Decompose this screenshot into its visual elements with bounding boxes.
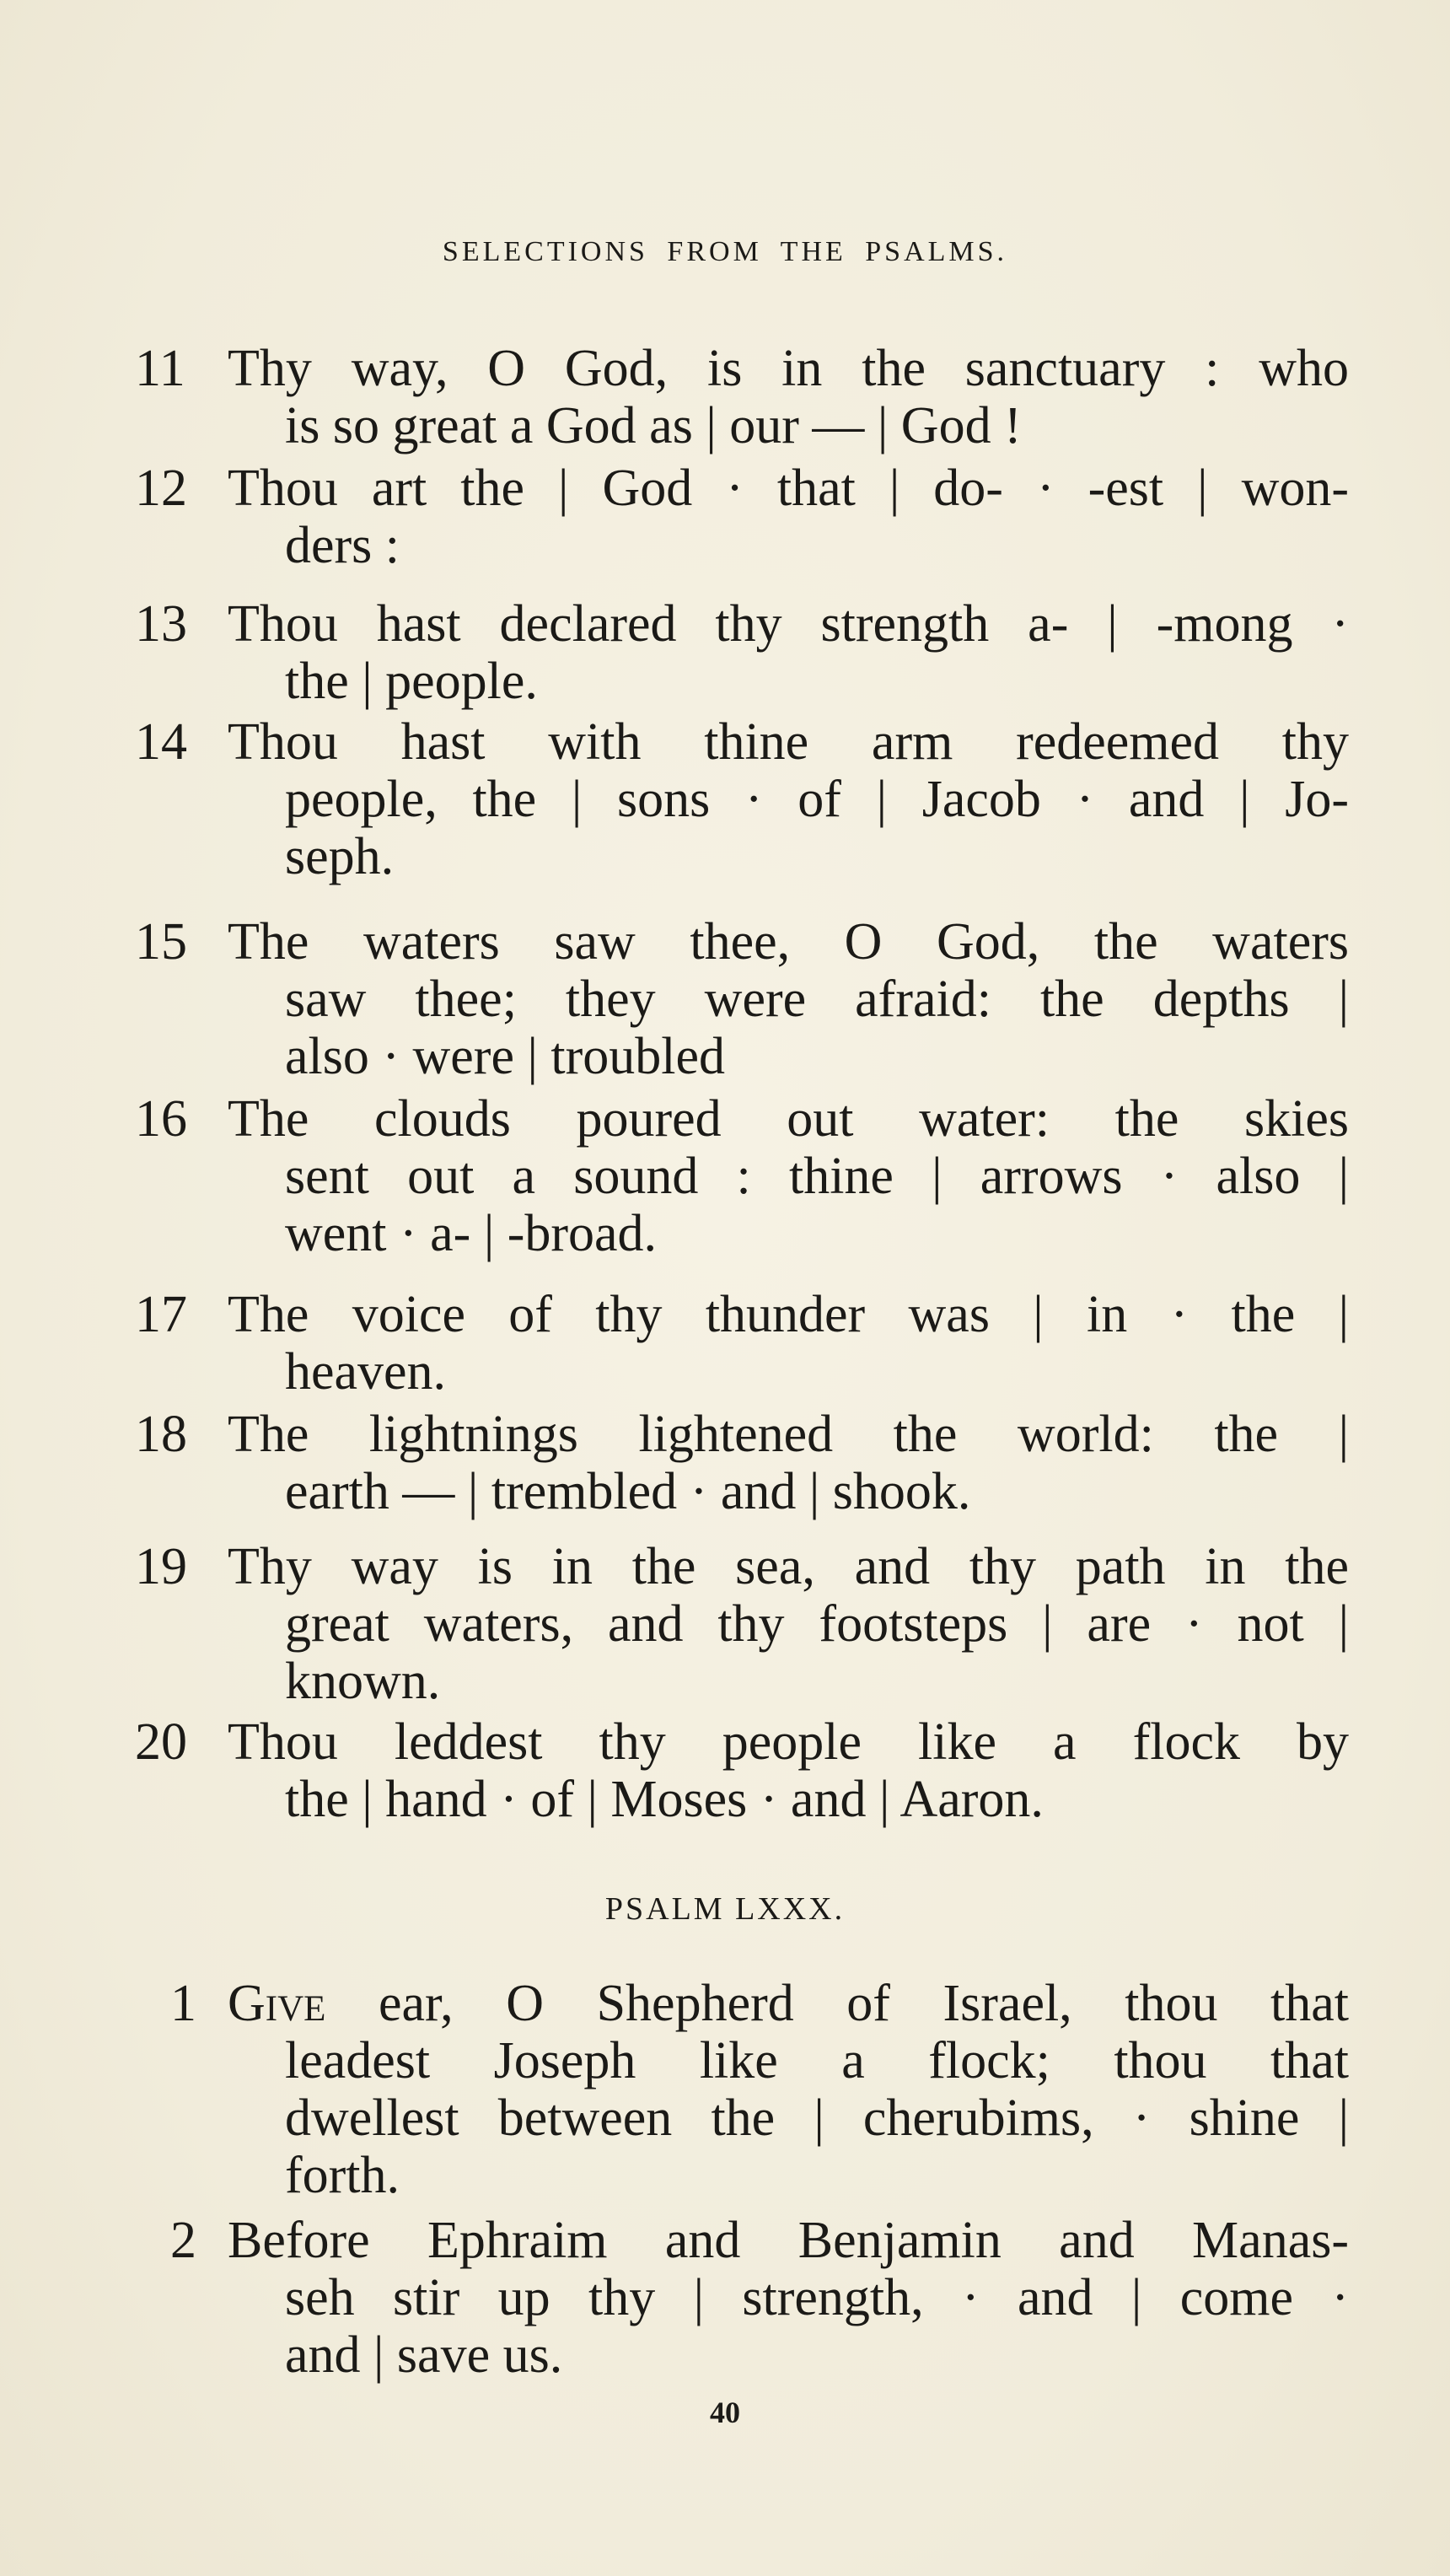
verse-line: known.	[285, 1653, 441, 1710]
verse-line: earth — | trembled · and | shook.	[285, 1463, 971, 1520]
verse-line: Thou hast with thine arm redeemed thy	[228, 713, 1349, 771]
verse-16	[135, 1090, 1349, 1262]
verse-number: 12	[135, 460, 187, 517]
verse-line: forth.	[285, 2147, 400, 2204]
verse-number: 17	[135, 1286, 187, 1343]
verse-number: 16	[135, 1090, 187, 1148]
verse-number: 20	[135, 1713, 187, 1771]
verse-line: The waters saw thee, O God, the waters	[228, 913, 1349, 971]
verse-line: the | people.	[285, 653, 538, 710]
verse-line: The clouds poured out water: the skies	[228, 1090, 1349, 1148]
verse-line: Thy way, O God, is in the sanctuary : who	[228, 340, 1349, 397]
verse-number: 2	[170, 2212, 196, 2269]
verse-line: ders :	[285, 517, 400, 574]
verse-line: Before Ephraim and Benjamin and Manas-	[228, 2212, 1349, 2269]
verse-line: heaven.	[285, 1343, 447, 1401]
verse-number: 15	[135, 913, 187, 971]
verse-line: The voice of thy thunder was | in · the |	[228, 1286, 1349, 1343]
verse-line: seh stir up thy | strength, · and | come ·	[285, 2269, 1349, 2326]
verse-20	[135, 1713, 1349, 1828]
verse-15	[135, 913, 1349, 1085]
verse-line: also · were | troubled	[285, 1028, 726, 1085]
verse-line-text: ear, O Shepherd of Israel, thou that	[325, 1975, 1349, 2032]
psalm-verse-2	[135, 2212, 1349, 2384]
verse-line: saw thee; they were afraid: the depths |	[285, 971, 1349, 1028]
verse-line: dwellest between the | cherubims, · shine |	[285, 2089, 1349, 2147]
verse-14	[135, 713, 1349, 885]
verse-number: 13	[135, 595, 187, 653]
verse-line: people, the | sons · of | Jacob · and | Jo-	[285, 771, 1349, 828]
verse-line: went · a- | -broad.	[285, 1205, 658, 1262]
running-head: SELECTIONS FROM THE PSALMS.	[442, 236, 1008, 267]
verse-line: Thou hast declared thy strength a- | -mong ·	[228, 595, 1349, 653]
verse-number: 19	[135, 1538, 187, 1595]
verse-number: 18	[135, 1406, 187, 1463]
verse-line: great waters, and thy footsteps | are · not |	[285, 1595, 1349, 1653]
lead-word: Give	[228, 1975, 326, 2032]
verse-line: sent out a sound : thine | arrows · also |	[285, 1148, 1349, 1205]
section-title: PSALM LXXX.	[604, 1891, 846, 1927]
psalm-verse-1	[135, 1975, 1349, 2204]
verse-line: leadest Joseph like a flock; thou that	[285, 2032, 1349, 2089]
verse-13	[135, 595, 1349, 710]
verse-12	[135, 460, 1349, 574]
verse-line: the | hand · of | Moses · and | Aaron.	[285, 1771, 1044, 1828]
verse-line	[135, 1975, 1349, 2032]
verse-line: Thou leddest thy people like a flock by	[228, 1713, 1349, 1771]
verse-line: Thy way is in the sea, and thy path in the	[228, 1538, 1349, 1595]
page-number: 40	[710, 2396, 740, 2429]
verse-line: Thou art the | God · that | do- · -est | won-	[228, 460, 1349, 517]
verse-line: seph.	[285, 828, 395, 885]
verse-line: The lightnings lightened the world: the |	[228, 1406, 1349, 1463]
verse-11	[135, 340, 1349, 454]
verse-line: and | save us.	[285, 2326, 563, 2384]
verse-19	[135, 1538, 1349, 1710]
verse-17	[135, 1286, 1349, 1401]
verse-18	[135, 1406, 1349, 1520]
verse-number: 11	[135, 340, 185, 397]
verse-number: 14	[135, 713, 187, 771]
verse-number: 1	[170, 1975, 196, 2032]
verse-line: is so great a God as | our — | God !	[285, 397, 1022, 454]
